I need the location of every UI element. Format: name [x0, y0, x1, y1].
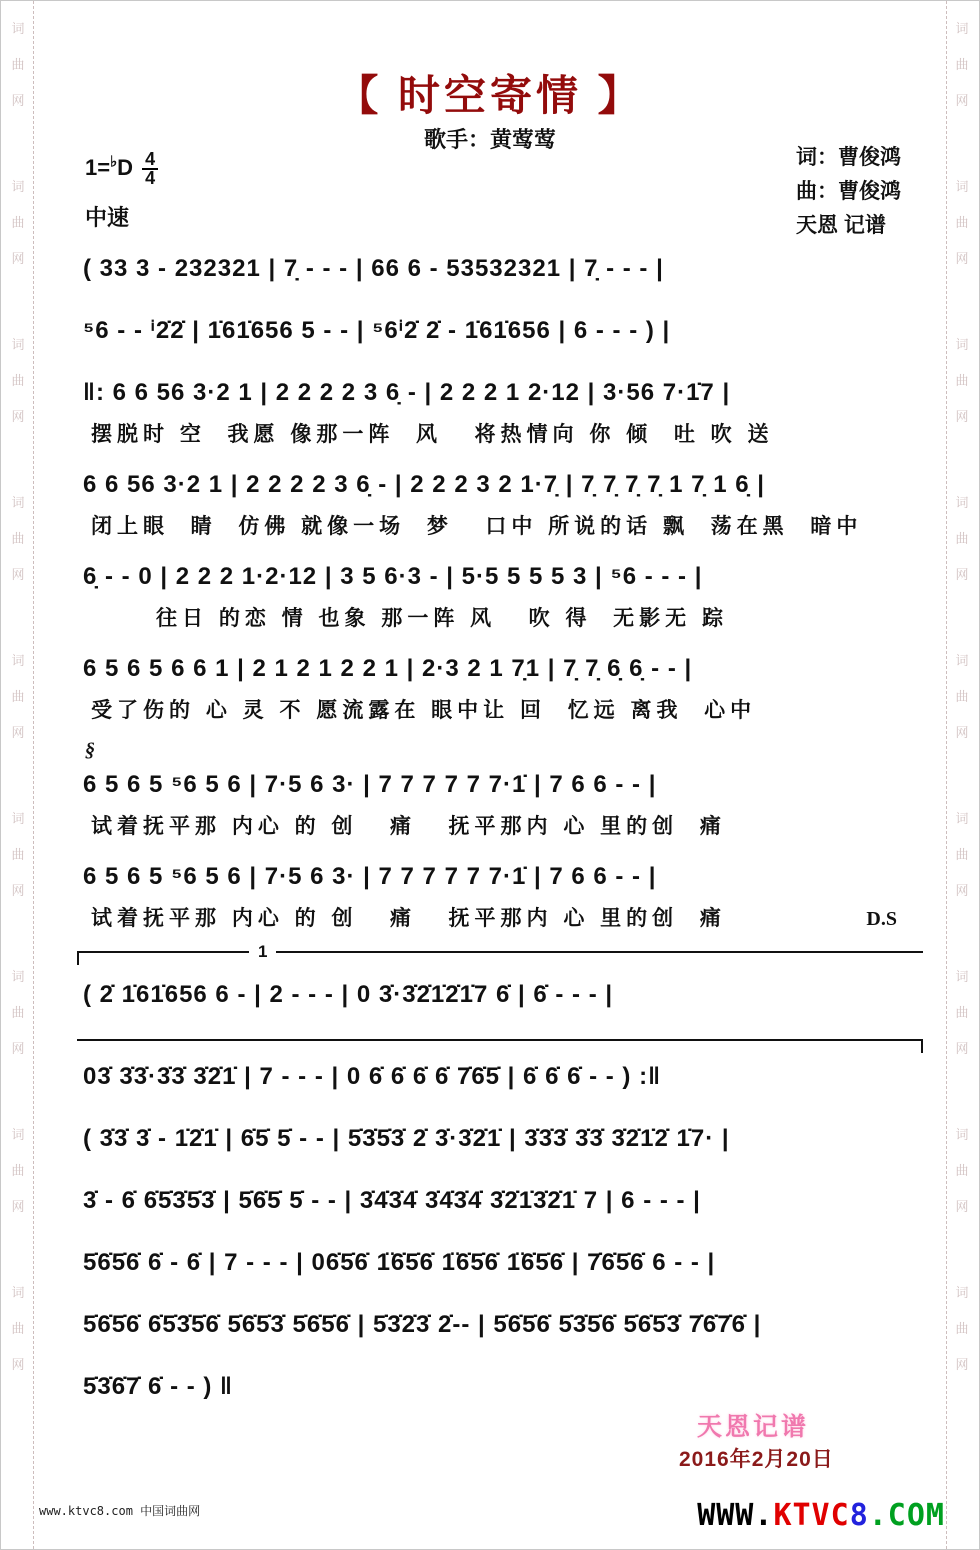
watermark-text: 词 曲 网	[11, 21, 25, 108]
notation-line: ( 33 3 - 232321 | 7̣ - - - | 66 6 - 53532321 | 7̣ - - - |	[83, 255, 664, 282]
composer-credit: 曲：曹俊鸿	[796, 180, 901, 203]
watermark-text: 词 曲 网	[11, 337, 25, 424]
notation-line: ( 3̇3̇ 3̇ - 1̇2̇1̇ | 6̇5̇ 5̇ - - | 5̇3̇5̇3̇ 2̇ 3̇·3̇2̇1̇ | 3̇3̇3̇ 3̇3̇ 3̇2̇1̇2̇ 1̇7· |	[83, 1125, 730, 1152]
page-title: 【 时空寄情 】	[336, 72, 644, 119]
watermark-text: 词 曲 网	[11, 653, 25, 740]
score-line	[83, 463, 911, 547]
score-line	[83, 371, 911, 455]
watermark-text: 词 曲 网	[955, 653, 969, 740]
notation-line: 5̇6̇5̇6̇ 6̇ - 6̇ | 7 - - - | 06̇5̇6̇ 1̈6̇5̇6̇ 1̈6̇5̇6̇ 1̈6̇5̇6̇ | 7̇6̇5̇6̇ 6 - - |	[83, 1249, 716, 1276]
transcriber-credit: 天恩 记谱	[796, 214, 886, 237]
lyrics-line: 往日 的恋 情 也象 那一阵 风 吹 得 无影无 踪	[91, 607, 729, 630]
lyrics-line: 试着抚平那 内心 的 创 痛 抚平那内 心 里的创 痛	[91, 815, 726, 838]
watermark-text: 词 曲 网	[11, 811, 25, 898]
watermark-text: 词 曲 网	[11, 969, 25, 1056]
notation-line: ⁵6 - - ⁱ2̇2̇ | 1̇61̇656 5 - - | ⁵6ⁱ2̇ 2̇ - 1̇61̇656 | 6 - - - ) |	[83, 317, 671, 344]
lyrics-line: 受了伤的 心 灵 不 愿流露在 眼中让 回 忆远 离我 心中	[91, 699, 757, 722]
lyrics-line: 闭上眼 睛 仿佛 就像一场 梦 口中 所说的话 飘 荡在黑 暗中	[91, 515, 863, 538]
watermark-text: 词 曲 网	[955, 811, 969, 898]
score-line	[83, 942, 911, 1017]
score-line	[83, 309, 911, 353]
key-letter: D	[117, 154, 134, 180]
watermark-left	[3, 1, 34, 1549]
notation-line: ( 2̇ 1̇61̇656 6 - | 2 - - - | 0 3̇·3̇2̇1̇2̇1̇7 6̇ | 6̇ - - - |	[83, 981, 614, 1008]
notation-line: 5̇3̇6̇7̇ 6̇ - - ) ‖	[83, 1373, 233, 1400]
segno-icon: §	[85, 739, 95, 761]
score-line	[83, 739, 911, 847]
logo-ktvc: KTVC	[773, 1498, 850, 1533]
volta-bracket	[77, 1039, 923, 1053]
singer-label: 歌手：黄莺莺	[423, 127, 556, 152]
watermark-right	[946, 1, 977, 1549]
score-line	[83, 1117, 911, 1161]
watermark-text: 词 曲 网	[11, 179, 25, 266]
score-line	[83, 855, 911, 939]
notation-line: 03̇ 3̇3̇·3̇3̇ 3̇2̇1̇ | 7 - - - | 0 6̇ 6̇ 6̇ 6̇ 7̇6̇5̇ | 6̇ 6̇ 6̇ - - ) :‖	[83, 1063, 662, 1090]
logo-com: .COM	[868, 1498, 945, 1533]
notation-line: 3̇ - 6̇ 6̇5̇3̇5̇3̇ | 5̇6̇5̇ 5̇ - - | 3̇4̇3̇4̇ 3̇4̇3̇4̇ 3̇2̇1̇3̇2̇1̇ 7 | 6 - - - |	[83, 1187, 701, 1214]
time-signature	[142, 151, 158, 187]
notation-line: 5̇6̇5̇6̇ 6̇5̇3̇5̇6̇ 5̇6̇5̇3̇ 5̇6̇5̇6̇ | 5̇3̇2̇3̇ 2̇-- | 5̇6̇5̇6̇ 5̇3̇5̇6̇ 5̇6̇5̇3̇ 7̇6̇7̇6̇ |	[83, 1311, 762, 1338]
key-signature	[85, 151, 158, 187]
key-prefix: 1=	[85, 154, 111, 180]
watermark-text: 词 曲 网	[955, 969, 969, 1056]
watermark-text: 词 曲 网	[955, 179, 969, 266]
watermark-text: 词 曲 网	[955, 337, 969, 424]
notation-line: 6 5 6 5 ⁵6 5 6 | 7·5 6 3· | 7 7 7 7 7 7·1̇ | 7 6 6 - - |	[83, 771, 657, 798]
watermark-text: 词 曲 网	[955, 21, 969, 108]
notation-line: 6 5 6 5 6 6 1 | 2 1 2 1 2 2 1 | 2·3 2 1 7̣1 | 7̣ 7̣ 6̣ 6̣ - - |	[83, 655, 693, 682]
lyricist-credit: 词：曹俊鸿	[796, 146, 901, 169]
time-denominator: 4	[145, 168, 156, 188]
watermark-text: 词 曲 网	[11, 1127, 25, 1214]
ds-marker: D.S	[866, 907, 897, 930]
score-line	[83, 1241, 911, 1285]
lyrics-line: 试着抚平那 内心 的 创 痛 抚平那内 心 里的创 痛	[91, 907, 726, 930]
score-line	[83, 247, 911, 291]
footer-logo-link[interactable]	[697, 1498, 945, 1533]
transcriber-stamp: 天恩记谱	[697, 1413, 810, 1441]
volta-bracket	[77, 942, 923, 965]
score-line	[83, 1035, 911, 1099]
watermark-text: 词 曲 网	[955, 1285, 969, 1372]
watermark-text: 词 曲 网	[955, 1127, 969, 1214]
volta-label: 1	[249, 942, 276, 962]
watermark-text: 词 曲 网	[11, 1285, 25, 1372]
flat-icon: ♭	[110, 153, 118, 171]
notation-line: 6 5 6 5 ⁵6 5 6 | 7·5 6 3· | 7 7 7 7 7 7·1̇ | 7 6 6 - - |	[83, 863, 657, 890]
notation-line: 6 6 56 3·2 1 | 2 2 2 2 3 6̣ - | 2 2 2 3 2 1·7̣ | 7̣ 7̣ 7̣ 7̣ 1 7̣ 1 6̣ |	[83, 471, 765, 498]
notation-line: ‖: 6 6 56 3·2 1 | 2 2 2 2 3 6̣ - | 2 2 2 1 2·12 | 3·56 7·1̇7 |	[83, 379, 731, 406]
score-line	[83, 555, 911, 639]
notation-line: 6̣ - - 0 | 2 2 2 1·2·12 | 3 5 6·3 - | 5·5 5 5 5 3 | ⁵6 - - - |	[83, 563, 703, 590]
score-line	[83, 1303, 911, 1347]
credits-block	[796, 141, 901, 243]
score-line	[83, 1179, 911, 1223]
logo-www: WWW.	[697, 1498, 774, 1533]
watermark-text: 词 曲 网	[955, 495, 969, 582]
time-numerator: 4	[142, 151, 158, 170]
watermark-text: 词 曲 网	[11, 495, 25, 582]
score-line	[83, 647, 911, 731]
logo-eight: 8	[849, 1498, 869, 1533]
score	[83, 247, 911, 1427]
lyrics-line: 摆脱时 空 我愿 像那一阵 风 将热情向 你 倾 吐 吹 送	[91, 423, 774, 446]
transcription-date: 2016年2月20日	[679, 1448, 834, 1471]
score-line	[83, 1365, 911, 1409]
tempo-label: 中速	[85, 205, 130, 230]
footer-site-link[interactable]: www.ktvc8.com 中国词曲网	[39, 1504, 201, 1518]
